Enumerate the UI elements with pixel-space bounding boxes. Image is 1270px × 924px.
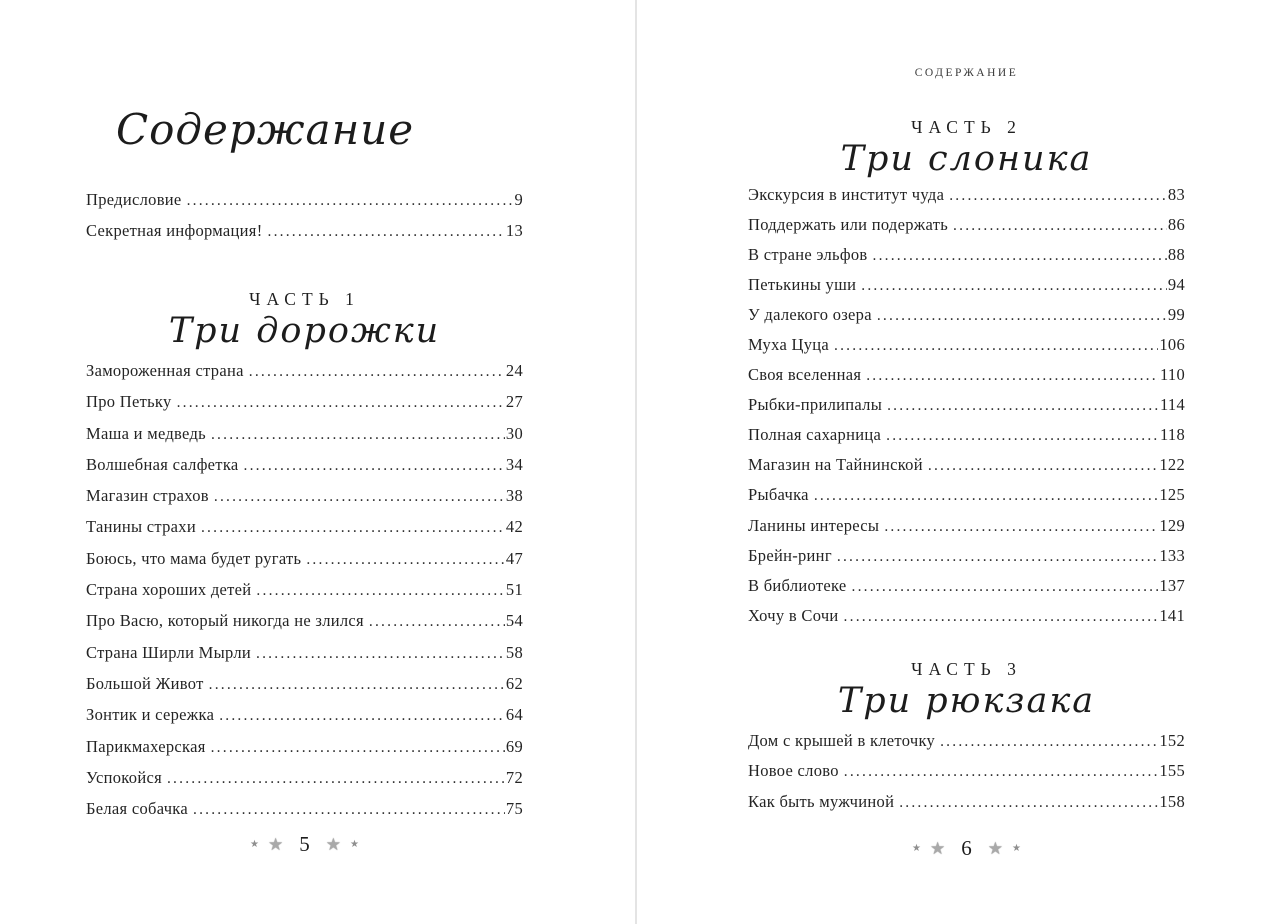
- dot-leader: [256, 638, 505, 669]
- dot-leader: [844, 756, 1159, 786]
- toc-entry-title: Страна хороших детей: [86, 580, 252, 600]
- part-3-label: ЧАСТЬ 3: [911, 659, 1022, 679]
- toc-entry-title: Успокойся: [86, 767, 162, 787]
- toc-entry: [748, 360, 1185, 390]
- toc-entry-title: В библиотеке: [748, 575, 847, 595]
- toc-entry: [86, 544, 523, 575]
- dot-leader: [953, 210, 1167, 240]
- toc-entry-title: Про Васю, который никогда не злился: [86, 611, 364, 631]
- toc-entry: [86, 669, 523, 700]
- part-1-entries: [86, 356, 523, 825]
- toc-entry-page: 114: [1159, 395, 1185, 415]
- toc-entry-title: Большой Живот: [86, 673, 204, 693]
- toc-entry: [748, 420, 1185, 450]
- part-3-entries: [748, 726, 1185, 817]
- toc-entry-page: 69: [505, 736, 523, 756]
- dot-leader: [193, 794, 505, 825]
- dot-leader: [884, 511, 1158, 541]
- left-page-number: 5: [299, 832, 310, 856]
- toc-entry: [86, 387, 523, 418]
- toc-entry: [86, 794, 523, 825]
- toc-entry-page: 99: [1167, 305, 1185, 325]
- toc-entry: [748, 210, 1185, 240]
- part-1-subtitle: Три дорожки: [168, 311, 441, 351]
- toc-entry-page: 42: [505, 517, 523, 537]
- star-icon: ★: [930, 839, 946, 858]
- toc-entry-title: У далекого озера: [748, 305, 872, 325]
- toc-entry-title: Дом с крышей в клеточку: [748, 731, 936, 750]
- toc-entry-page: 125: [1159, 485, 1185, 505]
- toc-entry-title: Хочу в Сочи: [748, 605, 839, 625]
- toc-entry-title: Полная сахарница: [748, 425, 882, 445]
- dot-leader: [256, 575, 504, 606]
- part-2-entries: [748, 180, 1185, 631]
- toc-entry: [748, 726, 1185, 756]
- toc-entry-page: 88: [1167, 245, 1185, 265]
- toc-entry-title: Магазин на Тайнинской: [748, 455, 923, 475]
- toc-entry-title: Ланины интересы: [748, 515, 880, 535]
- toc-entry-title: Магазин страхов: [86, 486, 209, 506]
- toc-entry-page: 110: [1159, 365, 1185, 385]
- dot-leader: [187, 185, 514, 216]
- toc-entry: [86, 419, 523, 450]
- dot-leader: [899, 787, 1158, 817]
- part-1-label: ЧАСТЬ 1: [249, 289, 360, 309]
- toc-entry-title: Экскурсия в институт чуда: [748, 185, 945, 204]
- toc-entry-page: 86: [1167, 215, 1185, 235]
- toc-entry: [86, 700, 523, 731]
- part-3-subtitle: Три рюкзака: [837, 681, 1096, 721]
- toc-entry-title: Белая собачка: [86, 799, 188, 819]
- dot-leader: [887, 390, 1159, 420]
- dot-leader: [844, 601, 1159, 631]
- toc-entry-page: 152: [1159, 731, 1185, 750]
- toc-entry-page: 133: [1159, 545, 1185, 565]
- toc-entry-title: Своя вселенная: [748, 365, 862, 385]
- dot-leader: [211, 732, 505, 763]
- star-icon: ★: [250, 838, 259, 850]
- toc-entry-title: В стране эльфов: [748, 245, 868, 265]
- toc-entry-title: Секретная информация!: [86, 221, 263, 241]
- toc-entry-title: Предисловие: [86, 190, 182, 209]
- dot-leader: [834, 330, 1158, 360]
- toc-entry-title: Рыбки-прилипалы: [748, 395, 883, 415]
- dot-leader: [219, 700, 505, 731]
- toc-entry: [748, 300, 1185, 330]
- toc-entry: [748, 571, 1185, 601]
- front-matter-list: [86, 185, 523, 248]
- toc-entry-page: 58: [505, 642, 523, 662]
- toc-entry-title: Боюсь, что мама будет ругать: [86, 548, 302, 568]
- toc-entry-page: 75: [505, 799, 523, 819]
- toc-entry: [748, 541, 1185, 571]
- toc-entry: [86, 450, 523, 481]
- toc-entry-page: 64: [505, 705, 523, 725]
- right-page-number: 6: [961, 836, 972, 860]
- toc-entry: [86, 356, 523, 387]
- toc-entry: [748, 450, 1185, 480]
- toc-entry-page: 47: [505, 548, 523, 568]
- dot-leader: [886, 420, 1159, 450]
- toc-entry-page: 9: [514, 190, 523, 209]
- dot-leader: [866, 360, 1159, 390]
- dot-leader: [940, 726, 1158, 756]
- toc-entry: [748, 180, 1185, 210]
- dot-leader: [167, 763, 505, 794]
- toc-entry: [748, 390, 1185, 420]
- part-2-subtitle: Три слоника: [840, 139, 1093, 179]
- toc-entry: [86, 638, 523, 669]
- dot-leader: [211, 419, 505, 450]
- toc-entry-page: 30: [505, 423, 523, 443]
- toc-entry: [748, 787, 1185, 817]
- toc-entry-title: Брейн-ринг: [748, 545, 832, 565]
- dot-leader: [209, 669, 505, 700]
- left-page-footer: [86, 834, 523, 855]
- dot-leader: [244, 450, 505, 481]
- toc-entry-page: 118: [1159, 425, 1185, 445]
- toc-entry: [86, 512, 523, 543]
- dot-leader: [837, 541, 1158, 571]
- dot-leader: [369, 606, 505, 637]
- toc-entry-title: Поддержать или подержать: [748, 215, 949, 235]
- dot-leader: [306, 544, 505, 575]
- toc-entry-title: Новое слово: [748, 761, 839, 781]
- toc-entry: [748, 240, 1185, 270]
- toc-entry: [86, 481, 523, 512]
- toc-entry-page: 137: [1159, 575, 1185, 595]
- toc-entry-title: Парикмахерская: [86, 736, 206, 756]
- star-icon: ★: [987, 839, 1003, 858]
- star-icon: ★: [325, 835, 341, 854]
- toc-entry-page: 13: [505, 221, 523, 241]
- toc-entry-title: Страна Ширли Мырли: [86, 642, 252, 662]
- toc-entry: [86, 763, 523, 794]
- toc-entry: [86, 575, 523, 606]
- dot-leader: [852, 571, 1159, 601]
- toc-entry-page: 106: [1159, 335, 1185, 355]
- dot-leader: [861, 270, 1167, 300]
- toc-entry: [748, 511, 1185, 541]
- toc-entry-title: Танины страхи: [86, 517, 196, 537]
- toc-entry: [748, 270, 1185, 300]
- toc-entry: [86, 185, 523, 216]
- toc-entry: [86, 216, 523, 247]
- toc-entry: [748, 601, 1185, 631]
- dot-leader: [201, 512, 505, 543]
- dot-leader: [214, 481, 505, 512]
- toc-entry: [748, 756, 1185, 786]
- dot-leader: [877, 300, 1167, 330]
- toc-entry-title: Рыбачка: [748, 485, 809, 505]
- dot-leader: [249, 356, 505, 387]
- toc-entry-page: 34: [505, 454, 523, 474]
- toc-entry: [748, 480, 1185, 510]
- right-page-footer: [748, 838, 1185, 859]
- star-icon: ★: [1012, 842, 1021, 854]
- toc-entry-title: Волшебная салфетка: [86, 454, 239, 474]
- dot-leader: [177, 387, 505, 418]
- star-icon: ★: [268, 835, 284, 854]
- toc-entry-title: Как быть мужчиной: [748, 791, 895, 811]
- toc-entry-page: 27: [505, 392, 523, 412]
- toc-entry-page: 24: [505, 361, 523, 380]
- toc-entry-title: Замороженная страна: [86, 361, 244, 380]
- toc-entry: [86, 732, 523, 763]
- right-page: [748, 0, 1185, 924]
- toc-entry-title: Муха Цуца: [748, 335, 830, 355]
- toc-entry-page: 122: [1159, 455, 1185, 475]
- toc-entry-page: 141: [1159, 605, 1185, 625]
- toc-entry-page: 62: [505, 673, 523, 693]
- dot-leader: [873, 240, 1167, 270]
- running-header: СОДЕРЖАНИЕ: [914, 67, 1019, 79]
- toc-entry-page: 155: [1159, 761, 1185, 781]
- contents-title: Содержание: [116, 105, 415, 154]
- toc-entry-title: Петькины уши: [748, 275, 857, 295]
- toc-entry-page: 158: [1159, 791, 1185, 811]
- dot-leader: [268, 216, 505, 247]
- toc-entry-page: 38: [505, 486, 523, 506]
- toc-entry: [748, 330, 1185, 360]
- page-gutter-divider: [635, 0, 637, 924]
- dot-leader: [928, 450, 1158, 480]
- star-icon: ★: [912, 842, 921, 854]
- toc-entry-page: 51: [505, 580, 523, 600]
- dot-leader: [814, 480, 1159, 510]
- toc-entry-title: Про Петьку: [86, 392, 172, 412]
- toc-entry-page: 83: [1167, 185, 1185, 204]
- star-icon: ★: [350, 838, 359, 850]
- toc-entry-title: Зонтик и сережка: [86, 705, 215, 725]
- part-2-label: ЧАСТЬ 2: [911, 117, 1022, 137]
- toc-entry-page: 94: [1167, 275, 1185, 295]
- toc-entry-page: 72: [505, 767, 523, 787]
- toc-entry-page: 54: [505, 611, 523, 631]
- left-page: [86, 0, 523, 924]
- toc-entry: [86, 606, 523, 637]
- dot-leader: [949, 180, 1167, 210]
- toc-entry-page: 129: [1159, 515, 1185, 535]
- toc-entry-title: Маша и медведь: [86, 423, 206, 443]
